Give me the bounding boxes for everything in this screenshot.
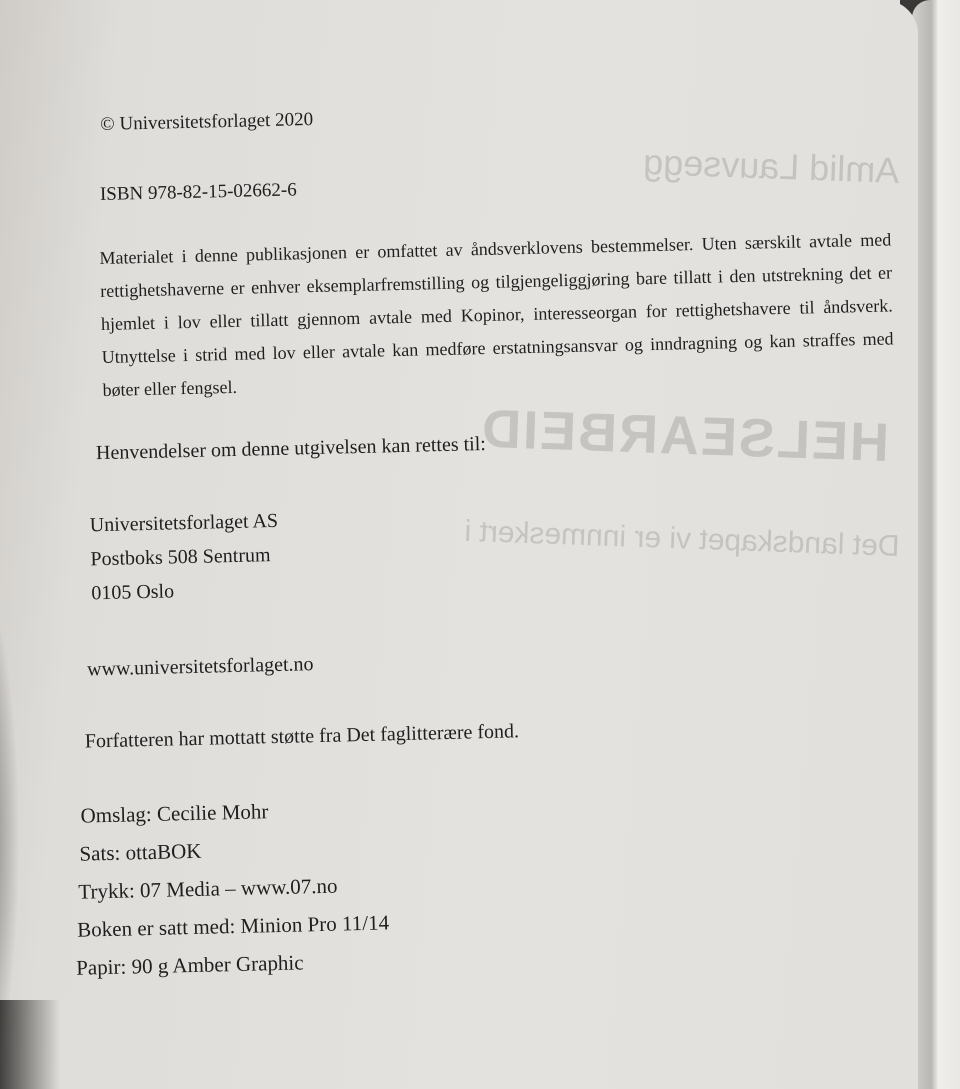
support-note: Forfatteren har mottatt støtte fra Det faglitterære fond.	[84, 720, 520, 753]
credit-printing: Trykk: 07 Media – www.07.no	[78, 873, 338, 904]
credit-paper: Papir: 90 g Amber Graphic	[75, 950, 304, 980]
address-line-city: 0105 Oslo	[91, 580, 175, 605]
isbn-line: ISBN 978-82-15-02662-6	[99, 179, 297, 206]
copyright-line: © Universitetsforlaget 2020	[100, 108, 314, 135]
rights-paragraph: Materialet i denne publikasjonen er omfattet av åndsverklovens bestemmelser. Uten særskilt avtale med rettighetshaverne er enhver eksemplarfremstilling og tilgjengeliggjøring bare tillatt i den utstrekning det er hjemlet i lov eller tillatt gjennom avtale med Kopinor, interesseorgan for rettighetshavere til åndsverk. Utnyttelse i strid med lov eller avtale kan medføre erstatningsansvar og inndragning og kan straffes med bøter eller fengsel.	[99, 229, 894, 401]
credit-typeface: Boken er satt med: Minion Pro 11/14	[76, 910, 390, 942]
address-line-postbox: Postboks 508 Sentrum	[90, 544, 271, 571]
credit-typesetting: Sats: ottaBOK	[79, 838, 202, 866]
credit-cover: Omslag: Cecilie Mohr	[80, 799, 269, 828]
contact-intro: Henvendelser om denne utgivelsen kan rettes til:	[95, 433, 487, 465]
page-curl-edge	[912, 0, 960, 1089]
bleed-through-author: Amlid Lauvsegg	[642, 141, 900, 191]
bleed-through-title: HELSEARBEID	[479, 398, 890, 473]
publisher-website: www.universitetsforlaget.no	[86, 653, 314, 681]
bleed-through-subtitle: Det landskapet vi er innmeskert i	[463, 514, 900, 563]
corner-shadow	[0, 1000, 60, 1089]
address-line-publisher: Universitetsforlaget AS	[89, 509, 279, 537]
